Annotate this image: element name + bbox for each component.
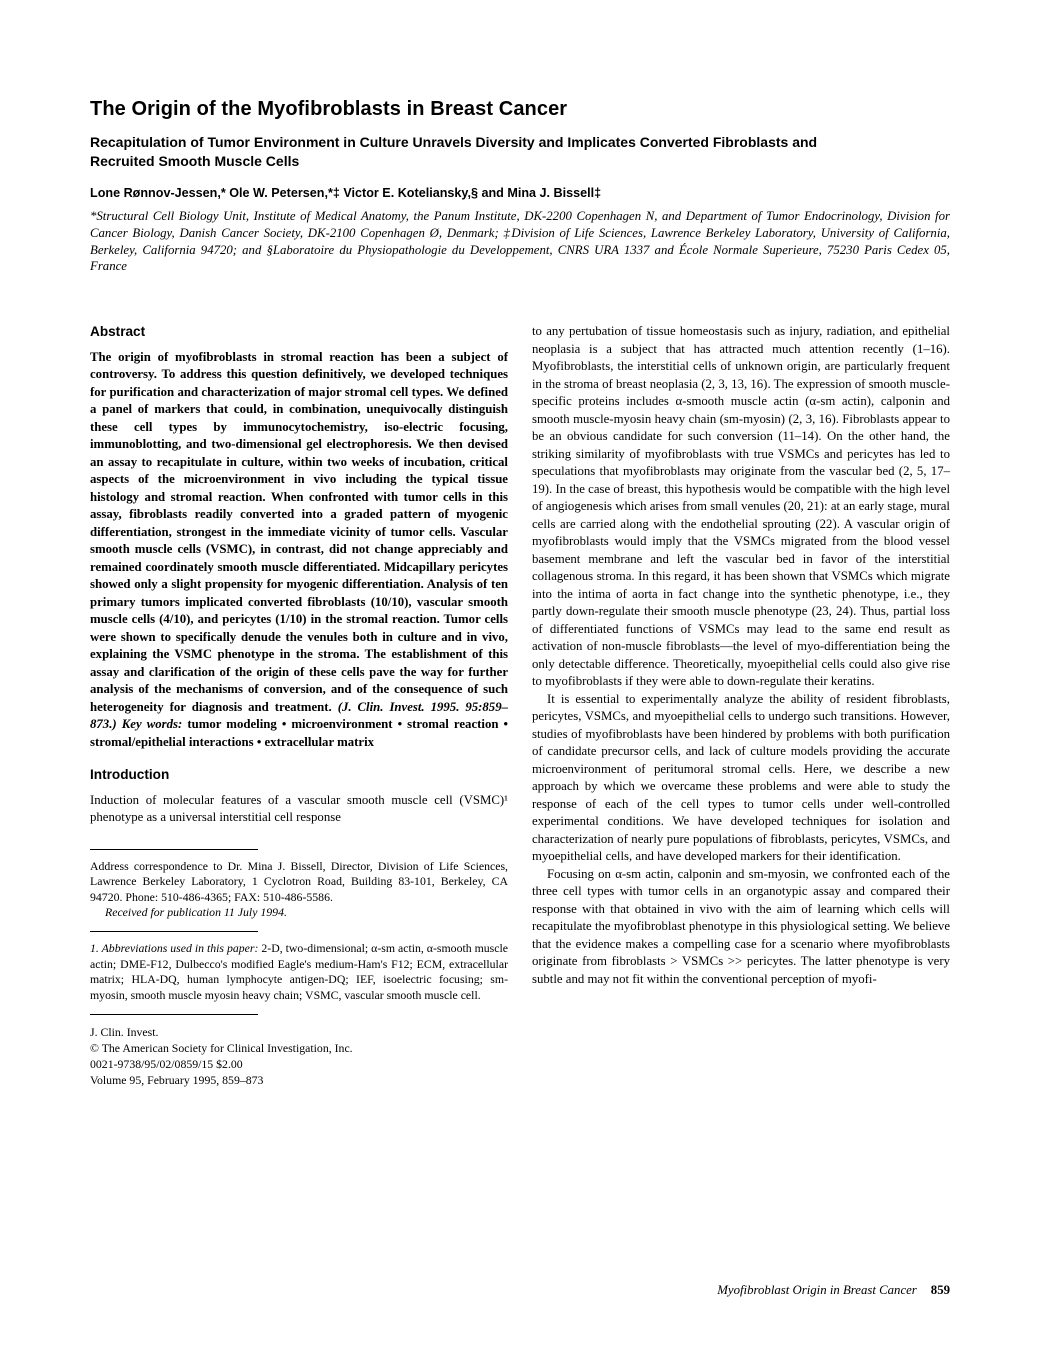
affiliations: *Structural Cell Biology Unit, Institute of Medical Anatomy, the Panum Institute, DK-2200 Copenhagen N, and Department of Tumor Endocrinology, Division for Cancer Biology, Danish Cancer Society, DK-2100 Copenhagen Ø, Denmark; ‡Division of Life Sciences, Lawrence Berkeley Laboratory, University of California, Berkeley, California 94720; and §Laboratoire du Physiopathologie du Developpement, CNRS URA 1337 and École Normale Superieure, 75230 Paris Cedex 05, France (90, 209, 950, 274)
keywords-label: Key words: (121, 717, 183, 732)
keywords-list: tumor modeling • microenvironment • stromal reaction • stromal/epithelial interactions • extracellular matrix (90, 717, 509, 749)
introduction-paragraph: Induction of molecular features of a vascular smooth muscle cell (VSMC)¹ phenotype as a universal interstitial cell response (90, 792, 508, 825)
journal-info (90, 1024, 508, 1088)
article-subtitle: Recapitulation of Tumor Environment in Culture Unravels Diversity and Implicates Converted Fibroblasts and Recruited Smooth Muscle Cells (90, 134, 818, 169)
left-column (90, 323, 508, 1088)
body-paragraph-3: Focusing on α-sm actin, calponin and sm-myosin, we confronted each of the three cell types with tumor cells in an organotypic assay and compared their response with that obtained in vivo with the aim of learning which cells will recapitulate the myofibroblast phenotype in this physiological setting. We believe that the evidence makes a compelling case for a scenario where myofibroblasts originate from fibroblasts > VSMCs >> pericytes. The latter phenotype is very subtle and may not fit within the conventional perception of myofi- (532, 866, 950, 986)
abbreviations-body: 2-D, two-dimensional; α-sm actin, α-smooth muscle actin; DME-F12, Dulbecco's modified Eagle's medium-Ham's F12; ECM, extracellular matrix; HLA-DQ, human lymphocyte antigen-DQ; IEF, isoelectric focusing; sm-myosin, smooth muscle myosin heavy chain; VSMC, vascular smooth muscle cell. (90, 941, 509, 1002)
journal-copyright: © The American Society for Clinical Investigation, Inc. (90, 1040, 353, 1055)
footnotes-block (90, 849, 508, 1088)
footnote-divider (90, 931, 258, 932)
journal-issn-price: 0021-9738/95/02/0859/15 $2.00 (90, 1056, 243, 1071)
journal-volume: Volume 95, February 1995, 859–873 (90, 1072, 264, 1087)
footnote-divider (90, 1014, 258, 1015)
article-title: The Origin of the Myofibroblasts in Breast Cancer (90, 98, 568, 120)
page-number: 859 (930, 1283, 950, 1297)
abstract-citation: (J. Clin. Invest. 1995. 95:859–873.) (90, 699, 508, 732)
page-content (90, 0, 950, 1088)
abbreviations-note (90, 941, 508, 1003)
correspondence-note: Address correspondence to Dr. Mina J. Bissell, Director, Division of Life Sciences, Lawrence Berkeley Laboratory, 1 Cyclotron Road, Building 83-101, Berkeley, CA 94720. Phone: 510-486-4365; FAX: 510-486-5586. (90, 858, 508, 904)
abstract-body: The origin of myofibroblasts in stromal reaction has been a subject of controversy. To address this question definitively, we developed techniques for purification and characterization of major stromal cell types. We defined a panel of markers that could, in combination, unequivocally distinguish these cell types by immunocytochemistry, iso-electric focusing, immunoblotting, and two-dimensional gel electrophoresis. We then devised an assay to recapitulate in culture, within two weeks of incubation, critical aspects of the microenvironment in vivo including the typical tissue histology and stromal reaction. When confronted with tumor cells in this assay, fibroblasts readily converted into a graded pattern of myogenic differentiation, strongest in the immediate vicinity of tumor cells. Vascular smooth muscle cells (VSMC), in contrast, did not change appreciably and remained coordinately smooth muscle differentiated. Midcapillary pericytes showed only a slight propensity for myogenic differentiation. Analysis of ten primary tumors implicated converted fibroblasts (10/10), vascular smooth muscle cells (4/10), and pericytes (1/10) in the stromal reaction. Tumor cells were shown to specifically denude the venules both in culture and in vivo, explaining the VSMC phenotype in the stroma. The establishment of this assay and clarification of the origin of these cells pave the way for further analysis of the mechanisms of conversion, and of the consequence of such heterogeneity for diagnosis and treatment. (90, 349, 508, 714)
author-line: Lone Rønnov-Jessen,* Ole W. Petersen,*‡ Victor E. Koteliansky,§ and Mina J. Bissell‡ (90, 186, 602, 200)
introduction-heading: Introduction (90, 767, 170, 783)
footnote-divider (90, 849, 258, 850)
article-header (90, 0, 950, 275)
abstract-text (90, 349, 508, 752)
body-paragraph-1: to any pertubation of tissue homeostasis such as injury, radiation, and epithelial neoplasia is a subject that has attracted much attention recently (1–16). Myofibroblasts, the interstitial cells of unknown origin, are particularly frequent in the stroma of breast neoplasia (2, 3, 13, 16). The expression of smooth muscle-specific proteins includes α-smooth muscle actin (α-sm actin), calponin and smooth muscle-myosin heavy chain (sm-myosin) (2, 3, 16). Fibroblasts appear to be an obvious candidate for such conversion (11–14). On the other hand, the striking similarity of myofibroblasts with true VSMCs and pericytes has led to speculations that myofibroblasts may originate from the vascular bed (2, 5, 17–19). In the case of breast, this hypothesis would be compatible with the high level of angiogenesis which arises from small venules (20, 21): at an early stage, mural cells are carried along with the endothelial sprouting (22). A vascular origin of myofibroblasts would imply that the VSMCs migrated from the blood vessel basement membrane and left the vascular bed in favor of the interstitial collagenous stroma. In this regard, it has been shown that VSMCs which migrate into the intima of aorta in fact change into the synthetic phenotype, i.e., they partly down-regulate their smooth muscle phenotype (23, 24). Thus, partial loss of differentiated functions of VSMCs may lead to the same end result as activation of non-muscle fibroblasts—the level of myo-differentiation being the only detectable difference. Theoretically, myoepithelial cells could also give rise to myofibroblasts if they were able to down-regulate their keratins. (532, 324, 950, 689)
running-title: Myofibroblast Origin in Breast Cancer (717, 1283, 917, 1297)
right-column (532, 323, 950, 1088)
journal-name: J. Clin. Invest. (90, 1024, 159, 1039)
two-column-body (90, 323, 950, 1088)
body-paragraph-2: It is essential to experimentally analyze the ability of resident fibroblasts, pericytes, VSMCs, and myoepithelial cells to undergo such transitions. However, studies of myofibroblasts have been hindered by problems with both purification of candidate precursor cells, and lack of culture models providing the accurate microenvironment of peritumoral stromal cells. Here, we describe a new approach by which we overcame these problems and were able to study the response of each of the cell types to tumor cells under well-controlled experimental conditions. We have developed techniques for isolation and characterization of nearly pure populations of fibroblasts, pericytes, VSMCs, and myoepithelial cells, and have developed markers for their identification. (532, 691, 950, 864)
abbreviations-label: 1. Abbreviations used in this paper: (90, 941, 259, 956)
received-note: Received for publication 11 July 1994. (105, 904, 287, 919)
page-footer (717, 1283, 950, 1298)
abstract-heading: Abstract (90, 324, 146, 340)
